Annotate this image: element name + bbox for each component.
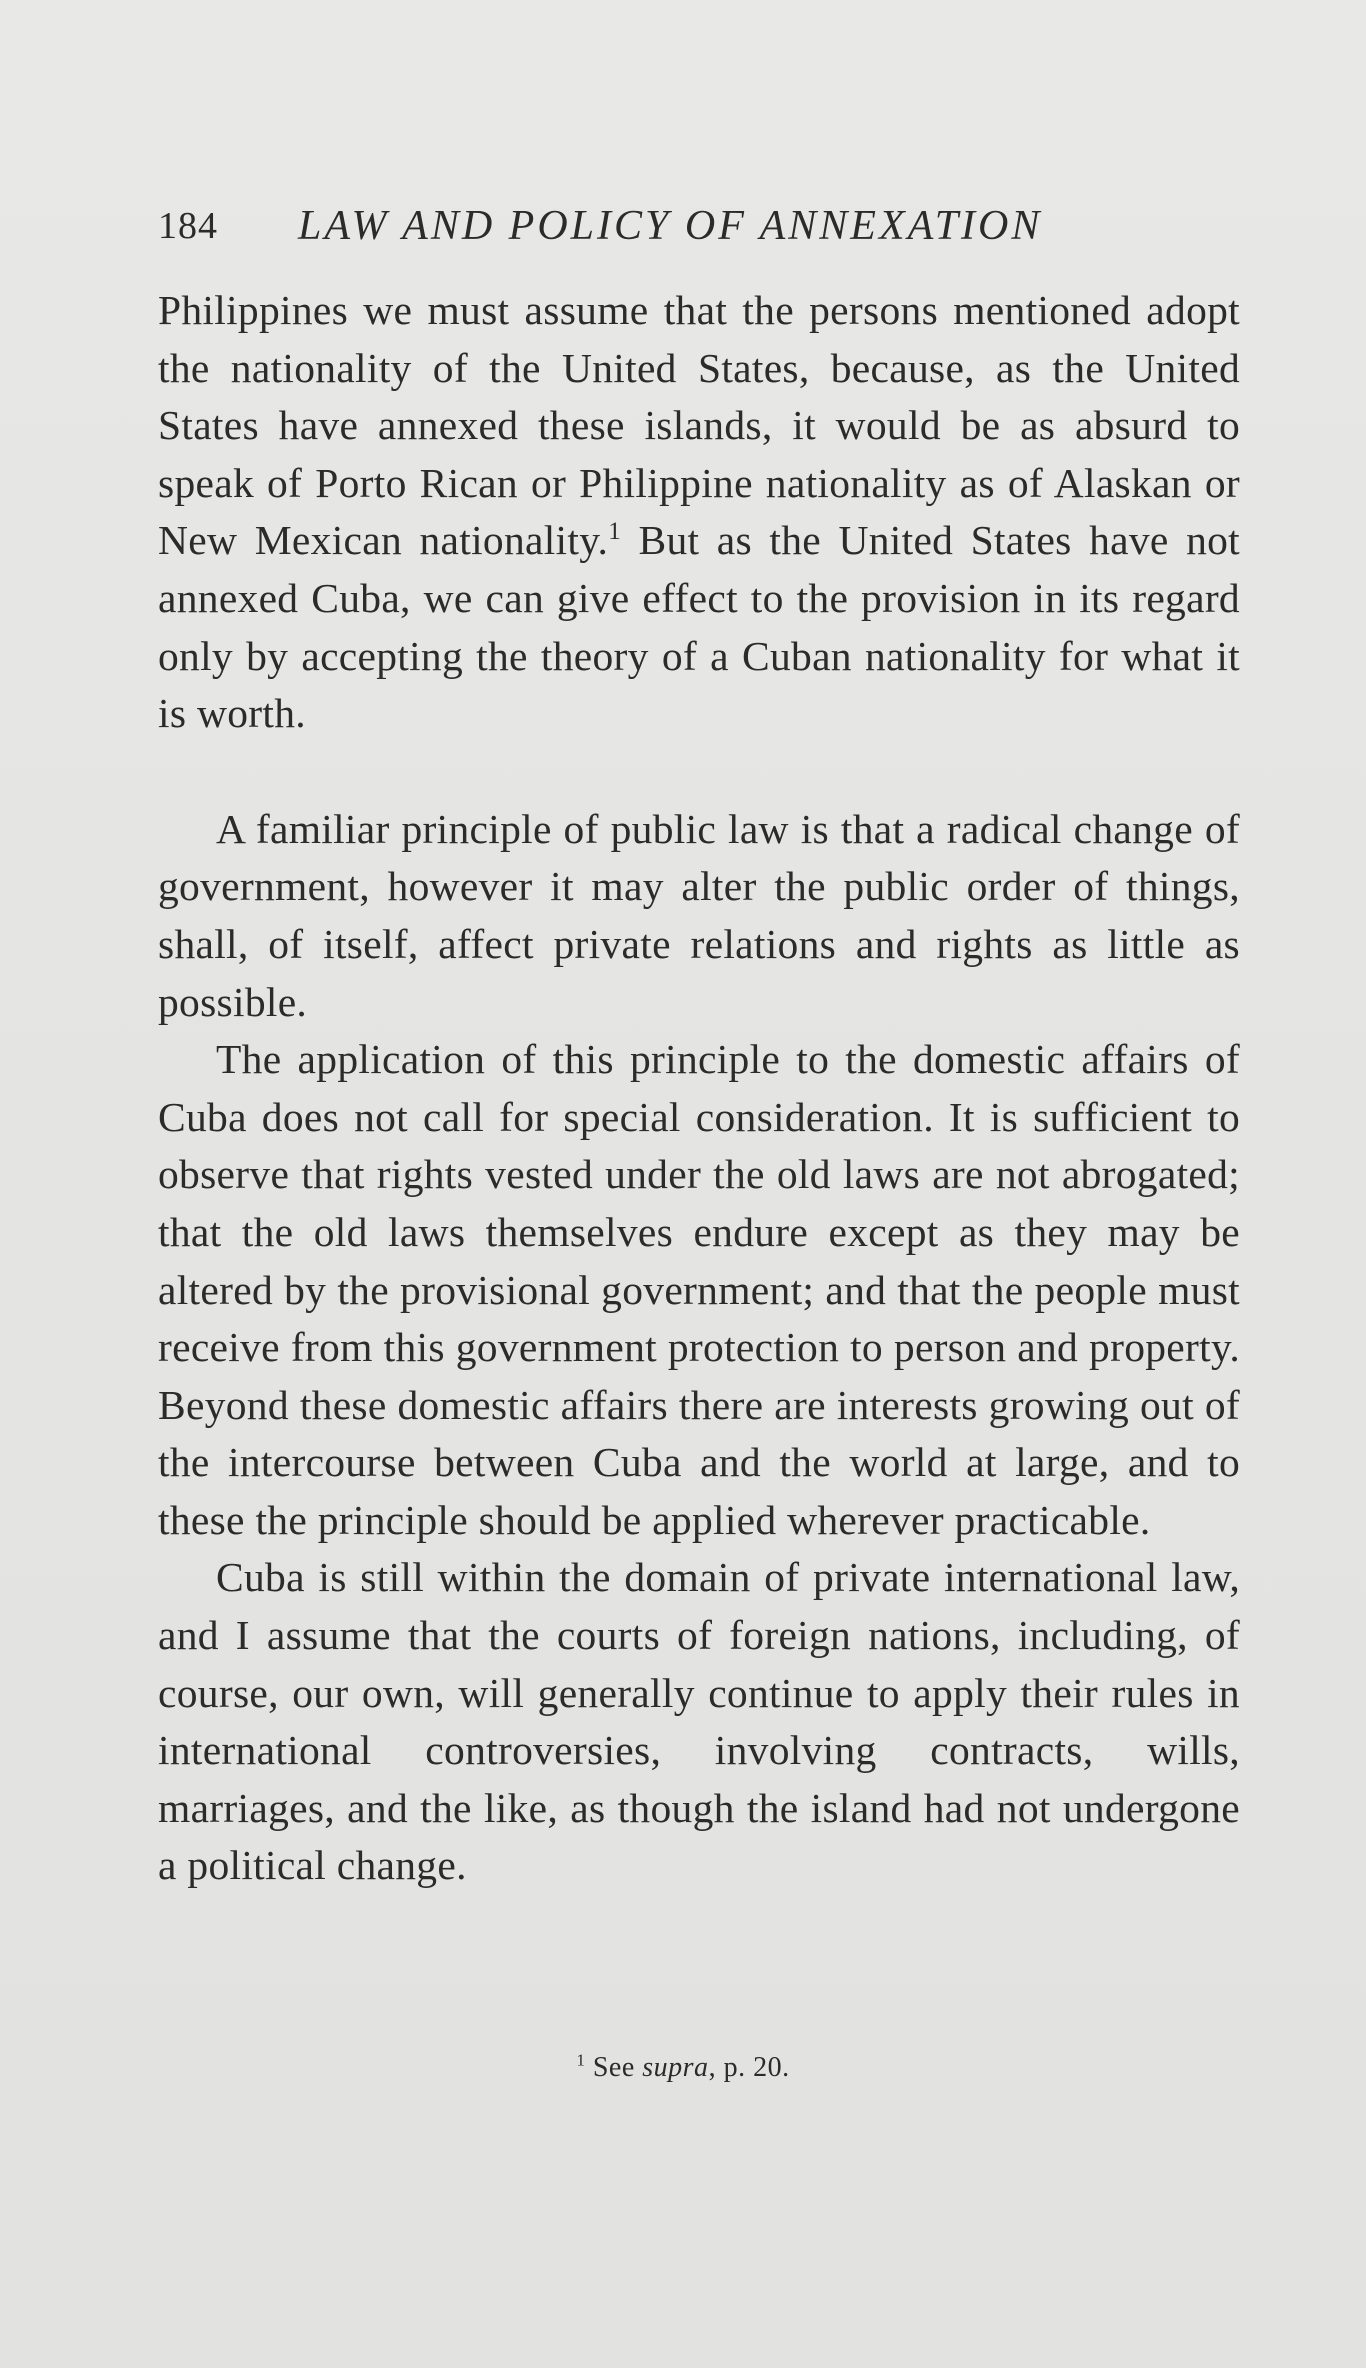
- paragraph-2: A familiar principle of public law is that a radical change of government, however it may alter the public order of things, shall, of itself, affect private relations and rights as little as possible.: [158, 805, 1240, 1025]
- footnote-reference: 1: [608, 518, 621, 546]
- body-text: [158, 282, 1240, 1895]
- footnote-suffix: , p. 20.: [708, 2052, 790, 2083]
- footnote-prefix: See: [585, 2052, 643, 2083]
- footnote-italic: supra: [642, 2052, 709, 2083]
- footnote-marker: 1: [576, 2050, 586, 2070]
- paragraph-1: [158, 282, 1240, 743]
- footnote: [0, 2048, 1366, 2088]
- paragraph-3: The application of this principle to the domestic affairs of Cuba does not call for special consideration. It is sufficient to observe that rights vested under the old laws are not abrogated; that the old laws themselves endure except as they may be altered by the provisional government; and that the people must receive from this government protection to person and property. Beyond these domestic affairs there are interests growing out of the intercourse between Cuba and the world at large, and to these the principle should be applied wherever practicable.: [158, 1036, 1240, 1543]
- page-number: 184: [158, 205, 218, 247]
- paragraph-1-text-continued: But as the United States have not annexed Cuba, we can give effect to the provision in its regard only by accepting the theory of a Cuban nationality for what it is worth.: [158, 517, 1240, 737]
- running-title: LAW AND POLICY OF ANNEXATION: [298, 203, 1043, 249]
- page-header: [158, 196, 1238, 256]
- paragraph-4: Cuba is still within the domain of private international law, and I assume that the courts of foreign nations, including, of course, our own, will generally continue to apply their rules in international controversies, involving contracts, wills, marriages, and the like, as though the island had not undergone a political change.: [158, 1554, 1240, 1889]
- paragraph-1-text: Philippines we must assume that the persons mentioned adopt the nationality of the United States, because, as the United States have annexed these islands, it would be as absurd to speak of Porto Rican or Philippine nationality as of Alaskan or New Mexican nationality.: [158, 287, 1240, 564]
